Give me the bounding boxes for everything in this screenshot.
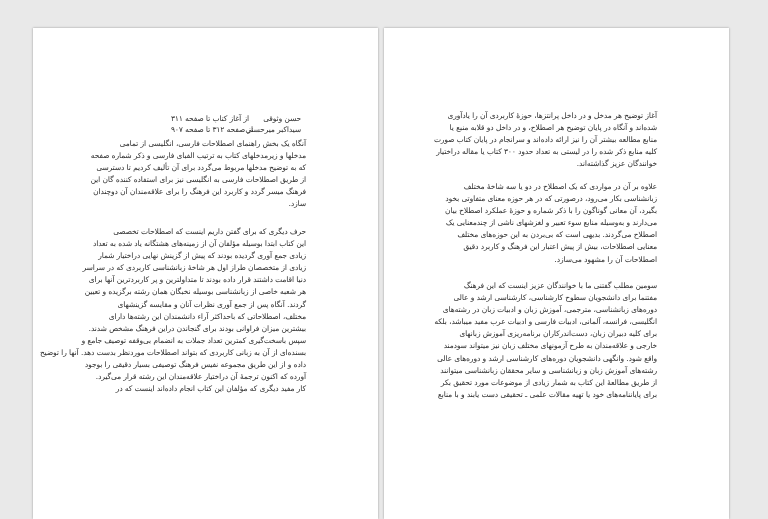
text-line: زیادی جمع آوری گردیده بودند که پیش از گزینش نهایی دراختیار شمار	[98, 251, 306, 261]
text-line: منابع مطالعه بیشتر آن را نیز ارائه داده‌اند و سرانجام در پایان کتاب صورت	[433, 135, 657, 145]
text-line: رشته‌های آموزش زبان و زبانشناسی و سایر محققان زبانشناسی میتوانند	[440, 365, 657, 375]
text-line: می‌دارند و به‌وسیله منابع سوء تعبیر و لغزشهای ناشی از چندمعنایی یک	[445, 218, 657, 228]
text-line: واقع شود. وانگهی دانشجویان دوره‌های کارشناسی ارشد و دوره‌های عالی	[437, 353, 657, 363]
text-line: معنایی اصطلاحات، بیش از پیش اعتبار این فرهنگ و کاربرد دقیق	[463, 242, 657, 252]
text-line: اصطلاح می‌گردند. بدیهی است که بی‌بردن به این حوزه‌های مختلف	[457, 230, 657, 240]
text-line: کار مفید دیگری که مؤلفان این کتاب انجام داده‌اند اینست که در	[115, 384, 306, 394]
assignment-row	[171, 114, 301, 125]
text-line: شده‌اند و آنگاه در پایان توضیح هر اصطلاح، و در داخل دو قلابه منبع یا	[449, 123, 657, 133]
translator-assignments	[171, 114, 301, 136]
text-line: که به توضیح مدخلها مربوط می‌گردد برای آن تألیف کردیم تا دسترسی	[96, 163, 306, 173]
text-line: حرف دیگری که برای گفتن داریم اینست که اصطلاحات تخصصی	[113, 227, 306, 236]
text-line: زیادی از متخصصان طراز اول هر شاخهٔ زبانشناسی کاربردی که در سراسر	[82, 263, 306, 273]
text-line: بیشترین میزان فراوانی بودند برای گنجاندن دراین فرهنگ مشخص شدند.	[88, 323, 306, 333]
page-range: از آغاز کتاب تا صفحه ۳۱۱	[171, 114, 250, 123]
text-line: مفتنما برای دانشجویان سطوح کارشناسی، کارشناسی ارشد و عالی	[453, 293, 657, 303]
assignment-row	[171, 125, 301, 136]
text-line: علاوه بر آن در مواردی که یک اصطلاح در دو یا سه شاخهٔ مختلف	[463, 182, 657, 191]
text-line: سازد.	[288, 199, 306, 209]
text-line: از طریق اصطلاحات فارسی به انگلیسی نیز برای استفاده کننده گان این	[90, 175, 306, 185]
text-line: کلیه منابع ذکر شده را در لیستی به تعداد حدود ۳۰۰ کتاب یا مقاله دراختیار	[436, 147, 657, 157]
text-line: گردند. آنگاه پس از جمع آوری نظرات آنان و مقایسه گزینشهای	[117, 299, 306, 309]
page-right	[384, 28, 729, 519]
text-line: بگیرد، آن معانی گوناگون را با ذکر شماره و حوزهٔ عملکرد اصطلاح بیان	[445, 206, 657, 216]
translator-name: سیداکبر میرحسنی	[245, 125, 301, 134]
text-line: دنیا اقامت داشتند قرار داده بودند تا متداولترین و پر کاربردترین آنها برای	[88, 275, 306, 285]
left-paragraph-2	[39, 226, 306, 395]
text-line: این کتاب ابتدا بوسیله مؤلفان آن از زمینه‌های هشتگانه یاد شده به تعداد	[92, 239, 306, 249]
page-left	[33, 28, 378, 519]
right-paragraph-3	[434, 280, 657, 401]
text-line: انگلیسی، فرانسه، آلمانی، ادبیات فارسی و ادبیات عرب مفید میباشد، بلکه	[434, 317, 657, 327]
text-line: زبانشناسی بکار می‌رود، درصورتی که در هر حوزه معنای متفاوتی بخود	[445, 194, 657, 204]
left-paragraph-1	[90, 138, 306, 211]
text-line: بسنده‌ای از آن به زبانی کاربردی که بتواند اصطلاحات موردنظر بدست دهد. آنها را توضیح	[39, 347, 306, 357]
text-line: داده و از این طریق مجموعه نفیس فرهنگ توصیفی بسیار دقیقی را بوجود	[84, 360, 306, 370]
text-line: از طریق مطالعهٔ این کتاب به شمار زیادی از موضوعات مورد تحقیق بکر	[440, 377, 657, 387]
text-line: مختلف، اصطلاحاتی که باحداکثر آراء دانشمندان این رشته‌ها دارای	[108, 311, 306, 321]
text-line: برای کلیه دبیران زبان، دست‌اندرکاران برنامه‌ریزی آموزش زبانهای	[459, 329, 657, 339]
page-range: از صفحه ۳۱۲ تا صفحه ۹۰۷	[171, 125, 253, 134]
text-line: سپس باسخت‌گیری کمترین تعداد جملات به انضمام بی‌وقفه توصیف جامع و	[81, 335, 306, 345]
text-line: آورده که اکنون ترجمهٔ آن دراختیار علاقه‌مندان این رشته قرار می‌گیرد.	[95, 372, 306, 382]
text-line: اصطلاحات آن را مشهود می‌سازد.	[554, 254, 657, 264]
translator-name: حسن وثوقی	[263, 114, 301, 123]
right-paragraph-2	[443, 181, 657, 266]
text-line: آنگاه یک بخش راهنمای اصطلاحات فارسی، انگلیسی از تمامی	[119, 139, 306, 148]
right-paragraph-1	[433, 110, 657, 170]
text-line: خارجی و علاقه‌مندان به طرح آزمونهای مختلف زبان نیز میتواند سودمند	[443, 341, 657, 351]
text-line: دوره‌های زبانشناسی، مترجمی، آموزش زبان و ادبیات زبان در رشته‌های	[442, 305, 657, 315]
text-line: فرهنگ میسر گردد و کاربرد این فرهنگ را برای علاقه‌مندان آن دوچندان	[93, 187, 306, 197]
text-line: مدخلها و زیرمدخلهای کتاب به ترتیب الفبای فارسی و ذکر شماره صفحه	[90, 151, 306, 161]
text-line: برای پایاننامه‌های خود یا تهیه مقالات علمی ـ تحقیقی دست یابند و با منابع	[437, 389, 657, 399]
text-line: سومین مطلب گفتنی ما با خوانندگان عزیز اینست که این فرهنگ	[463, 281, 657, 290]
text-line: هر شعبه خاصی از زبانشناسی بوسیله نخبگان همان رشته برگزیده و تعیین	[84, 287, 306, 297]
text-line: آغاز توضیح هر مدخل و در داخل پرانتزها، حوزهٔ کاربردی آن را یادآوری	[447, 111, 657, 120]
text-line: خوانندگان عزیز گذاشته‌اند.	[576, 159, 657, 169]
